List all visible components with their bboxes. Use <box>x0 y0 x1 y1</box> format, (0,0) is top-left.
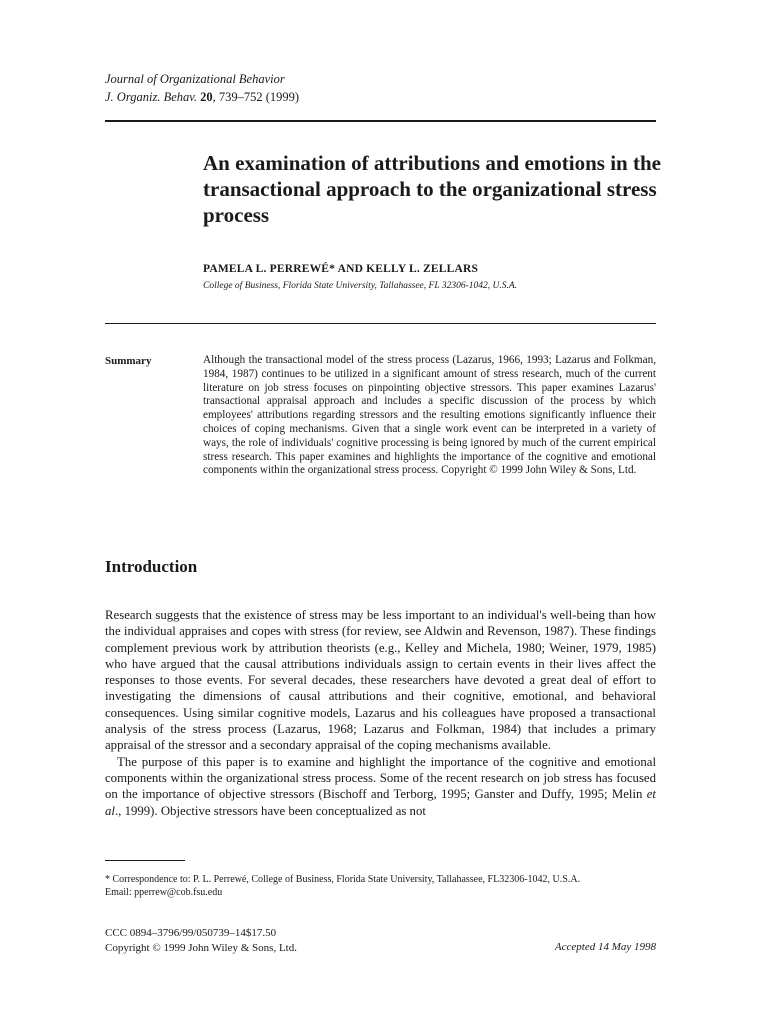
body-paragraph: Research suggests that the existence of stress may be less important to an individual's well-being than how the individual appraises and copes with stress (for review, see Aldwin and Revenson, 1987). These findings complement previous work by attribution theorists (e.g., Kelley and Michela, 1980; Weiner, 1979, 1985) who have argued that the causal attributions individuals assign to certain events in their lives affect the responses to those events. For several decades, these researchers have devoted a great deal of effort to investigating the dimensions of causal attributions and their cognitive, emotional, and behavioral consequences. Using similar cognitive models, Lazarus and his colleagues have proposed a transactional analysis of the stress process (Lazarus, 1968; Lazarus and Folkman, 1984) that includes a primary appraisal of the stressor and a secondary appraisal of the coping mechanisms available. <box>105 608 656 753</box>
footnote-line: * Correspondence to: P. L. Perrewé, College of Business, Florida State University, Tallahassee, FL32306-1042, U.S.A. <box>105 874 581 885</box>
abstract-rule <box>105 323 656 324</box>
accepted-date: Accepted 14 May 1998 <box>554 941 656 953</box>
journal-header <box>105 70 299 106</box>
citation-abbrev: J. Organiz. Behav. <box>105 90 197 104</box>
introduction-body <box>105 607 656 819</box>
author-affiliation: College of Business, Florida State University, Tallahassee, FL 32306-1042, U.S.A. <box>203 281 518 291</box>
section-heading-introduction: Introduction <box>105 557 198 576</box>
footnote-email: Email: pperrew@cob.fsu.edu <box>105 886 223 898</box>
publication-footer <box>105 926 297 955</box>
correspondence-footnote <box>105 874 665 899</box>
journal-name: Journal of Organizational Behavior <box>105 72 285 86</box>
header-rule <box>105 120 656 122</box>
footnote-rule <box>105 860 185 861</box>
summary-text: Although the transactional model of the stress process (Lazarus, 1966, 1993; Lazarus and Folkman, 1984, 1987) continues to be utilized in a significant amount of stress research, much of the current literature on job stress focuses on pinpointing objective stressors. This paper examines Lazarus' transactional appraisal approach and includes a specific discussion of the process by which employees' attributions regarding stressors and the resulting emotions significantly influence their choices of coping mechanisms. Given that a single work event can be interpreted in a variety of ways, the role of individuals' cognitive processing is being ignored by much of the current empirical stress research. This paper examines and highlights the importance of the cognitive and emotional components within the organizational stress process. Copyright © 1999 John Wiley & Sons, Ltd. <box>203 354 656 477</box>
article-authors: PAMELA L. PERREWÉ* AND KELLY L. ZELLARS <box>203 263 479 275</box>
pages-year: , 739–752 (1999) <box>212 90 300 104</box>
article-title: An examination of attributions and emotions in the transactional approach to the organizational stress process <box>203 151 661 227</box>
ccc-code: CCC 0894–3796/99/050739–14$17.50 <box>105 927 277 939</box>
journal-citation <box>105 88 299 106</box>
summary-label: Summary <box>105 355 152 367</box>
copyright-notice: Copyright © 1999 John Wiley & Sons, Ltd. <box>105 941 297 954</box>
body-paragraph: The purpose of this paper is to examine and highlight the importance of the cognitive and emotional components within the organizational stress process. Some of the recent research on job stress has focused on the importance of objective stressors (Bischoff and Terborg, 1995; Ganster and Duffy, 1995; Melin et al., 1999). Objective stressors have been conceptualized as not <box>105 754 656 818</box>
volume-number: 20 <box>200 90 213 104</box>
